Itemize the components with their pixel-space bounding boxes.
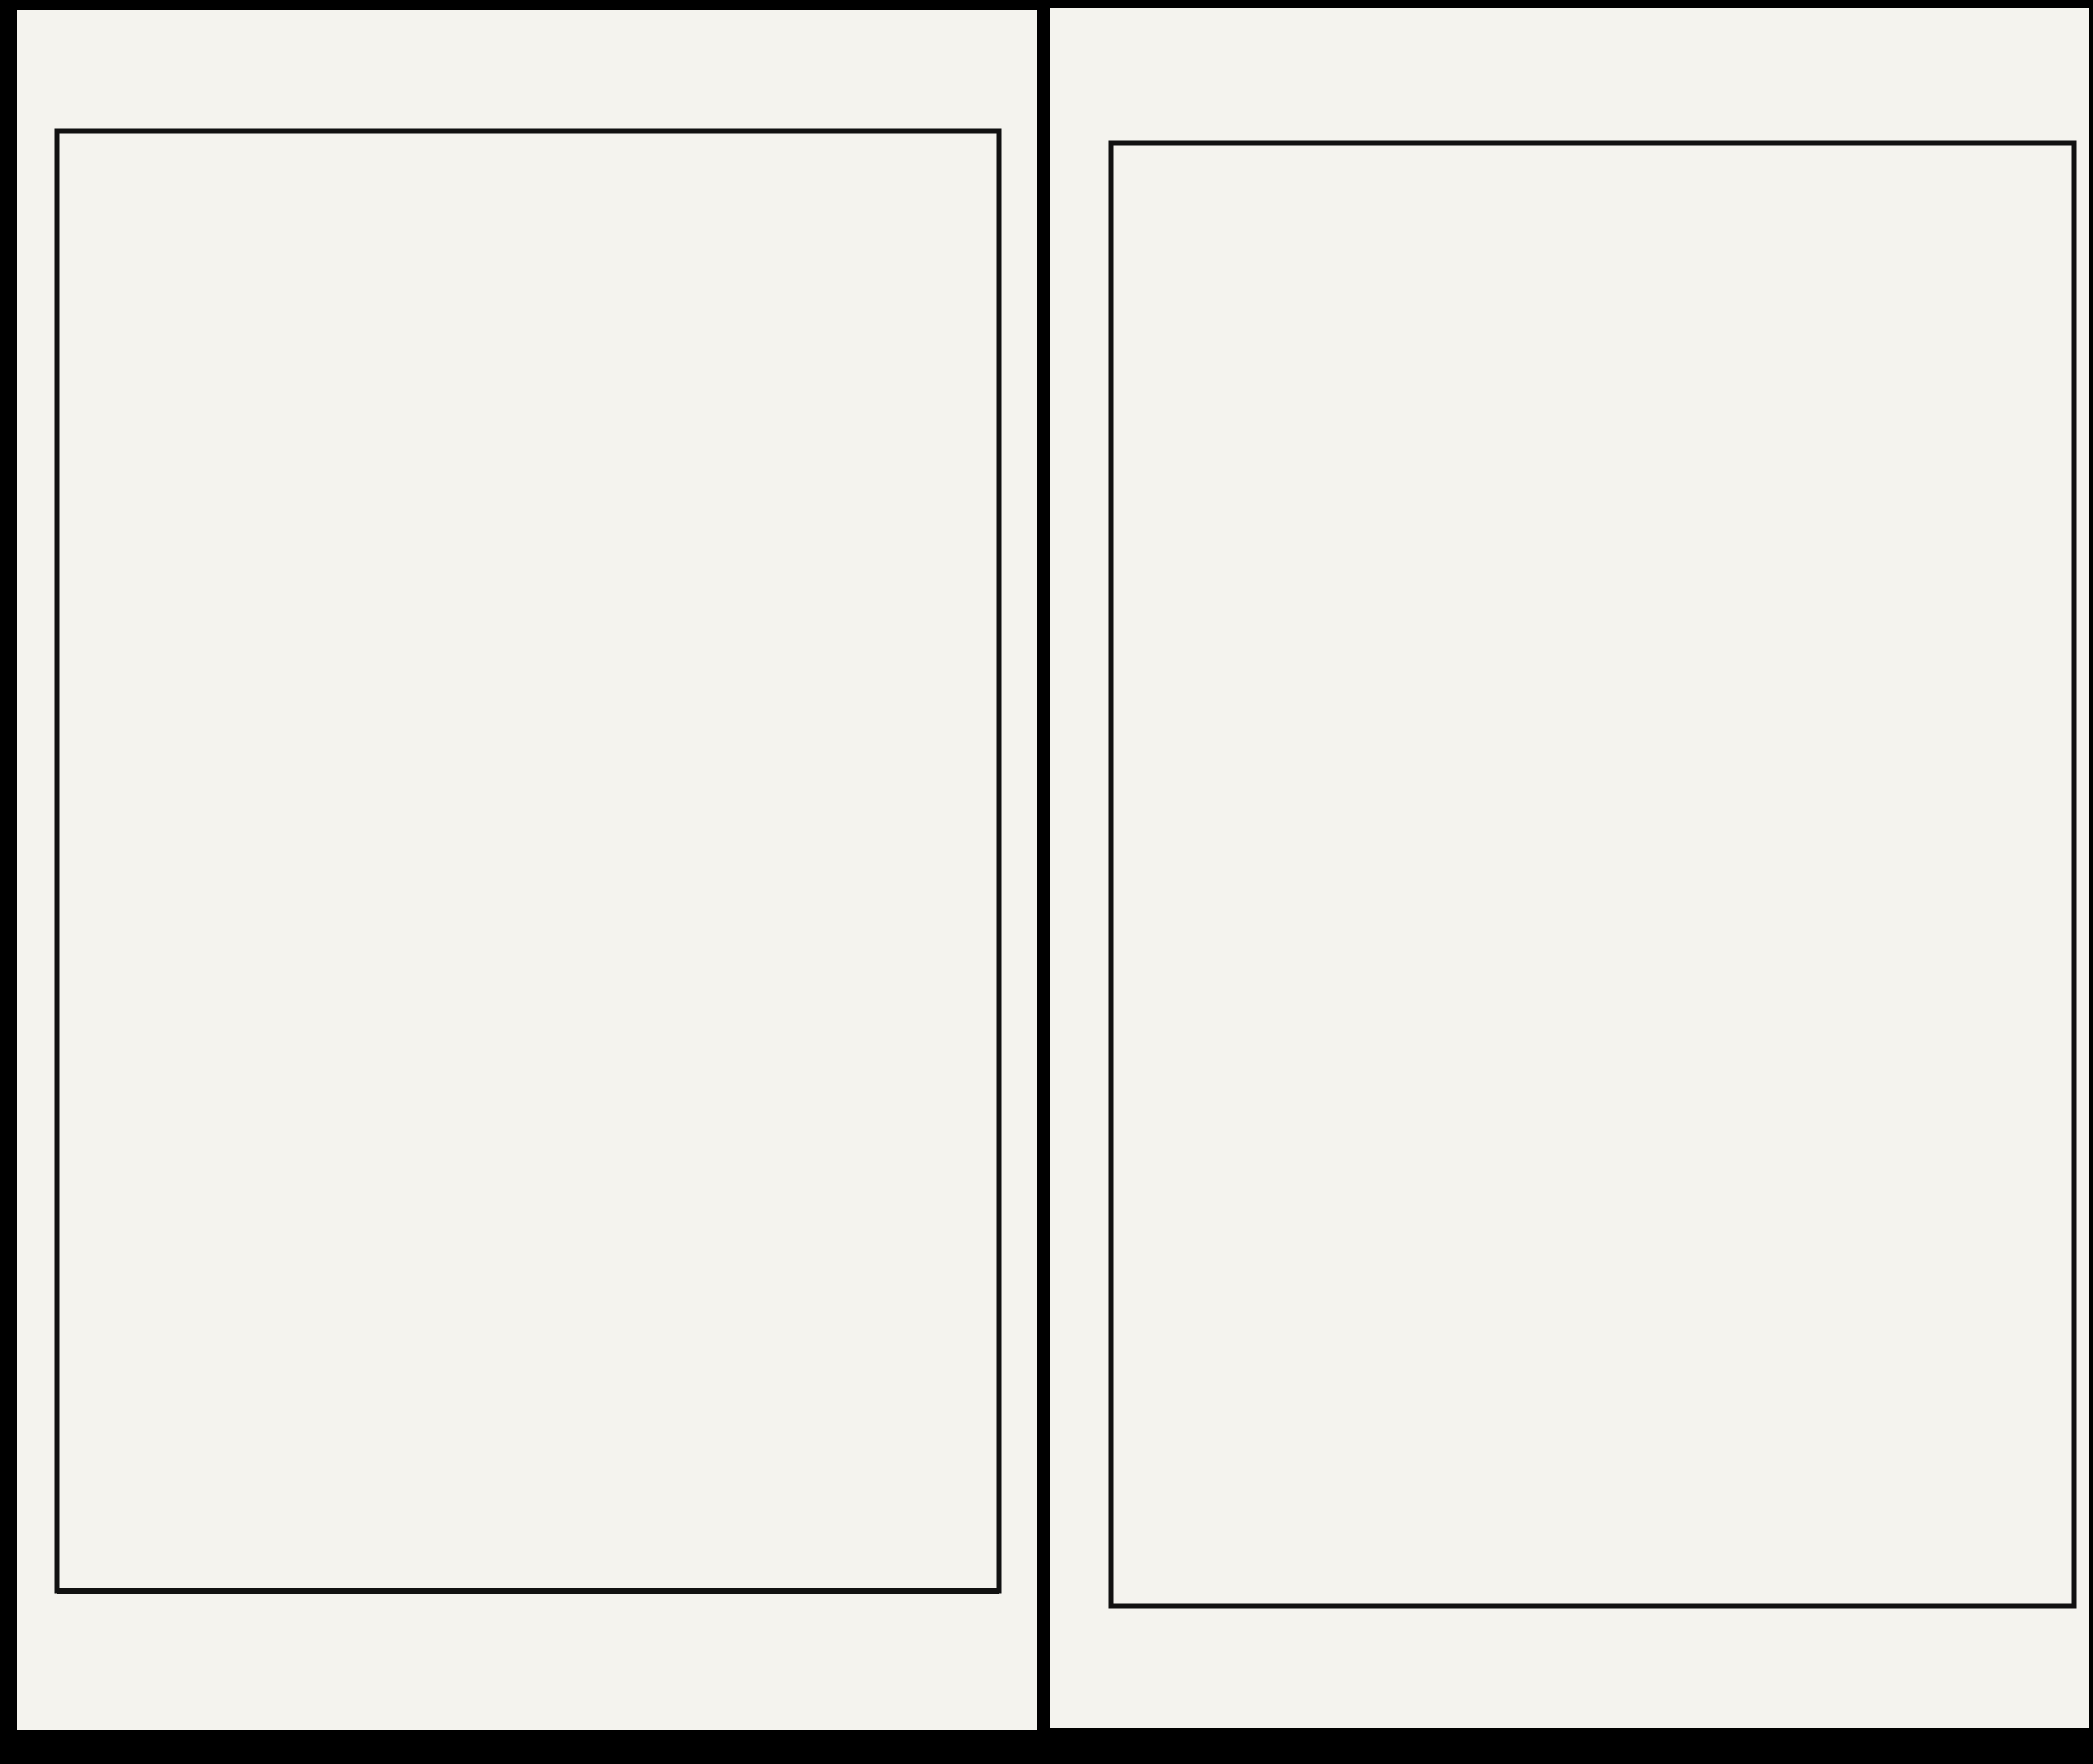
right-table <box>1111 143 2074 1606</box>
left-table <box>57 131 999 1591</box>
